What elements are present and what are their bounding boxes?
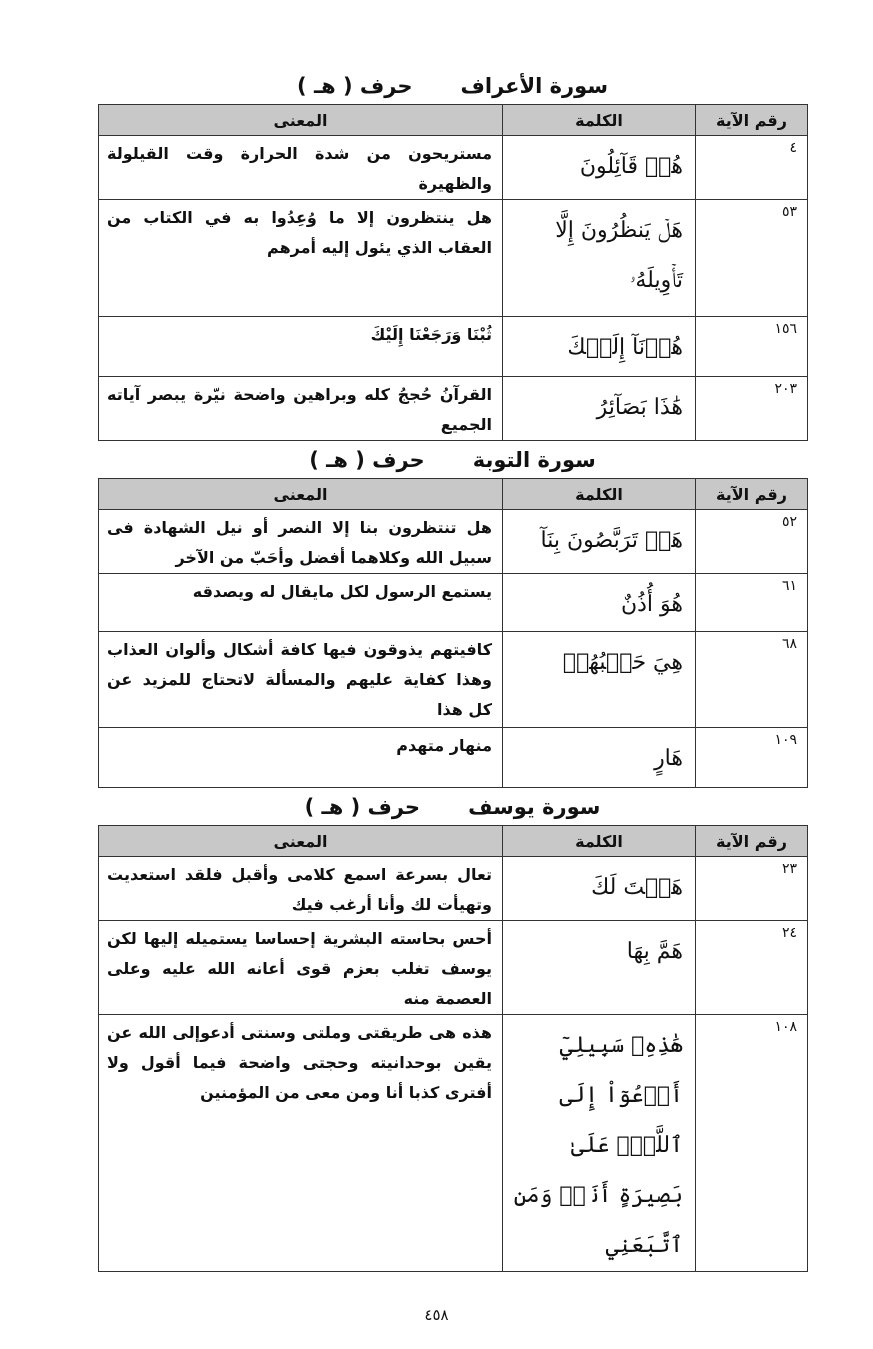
quran-word: هُمۡ قَآئِلُونَ: [503, 136, 696, 200]
header-meaning: المعنى: [99, 479, 503, 510]
quran-word: هُدۡنَآ إِلَيۡكَ: [503, 317, 696, 377]
table-row: [99, 1015, 808, 1272]
header-word: الكلمة: [503, 826, 696, 857]
table-row: [99, 510, 808, 574]
surah-name: سورة يوسف: [468, 795, 601, 819]
verse-number: ٥٣: [696, 200, 808, 317]
section-title-2: [98, 442, 807, 478]
header-word: الكلمة: [503, 479, 696, 510]
header-word: الكلمة: [503, 105, 696, 136]
verse-number: ٢٣: [696, 857, 808, 921]
word-meaning: القرآنُ حُججُ كله وبراهين واضحة نيّرة يبصر آياته الجميع: [99, 377, 503, 441]
letter-label: حرف ( هـ ): [297, 74, 413, 98]
word-meaning: هل تنتظرون بنا إلا النصر أو نيل الشهادة فى سبيل الله وكلاهما أفضل وأحَبّ من الآخر: [99, 510, 503, 574]
verse-number: ٢٠٣: [696, 377, 808, 441]
quran-word: هَارٍ: [503, 728, 696, 788]
letter-label: حرف ( هـ ): [304, 795, 421, 819]
table-header-row: [99, 479, 808, 510]
table-row: [99, 136, 808, 200]
words-table-2: [98, 478, 808, 788]
table-row: [99, 574, 808, 632]
verse-number: ٦١: [696, 574, 808, 632]
verse-number: ١٥٦: [696, 317, 808, 377]
verse-number: ١٠٨: [696, 1015, 808, 1272]
verse-number: ٦٨: [696, 632, 808, 728]
verse-number: ٥٢: [696, 510, 808, 574]
verse-number: ٢٤: [696, 921, 808, 1015]
quran-word: هَلۡ يَنظُرُونَ إِلَّا تَأۡوِيلَهُۥ: [503, 200, 696, 317]
word-meaning: ثُبْنَا وَرَجَعْنَا إِلَيْكَ: [99, 317, 503, 377]
verse-number: ٤: [696, 136, 808, 200]
word-meaning: منهار متهدم: [99, 728, 503, 788]
word-meaning: كافيتهم يذوقون فيها كافة أشكال وألوان العذاب وهذا كفاية عليهم والمسألة لاتحتاج للمزيد عن كل هذا: [99, 632, 503, 728]
quran-word: هَمَّ بِهَا: [503, 921, 696, 1015]
table-row: [99, 857, 808, 921]
header-num: رقم الآية: [696, 479, 808, 510]
table-header-row: [99, 826, 808, 857]
quran-word: هُوَ أُذُنٌ: [503, 574, 696, 632]
quran-word: هَٰذَا بَصَآئِرُ: [503, 377, 696, 441]
quran-word: هِيَ حَسۡبُهُمۡ: [503, 632, 696, 728]
table-row: [99, 728, 808, 788]
word-meaning: تعال بسرعة اسمع كلامى وأقبل فلقد استعديت وتهيأت لك وأنا أرغب فيك: [99, 857, 503, 921]
section-title-3: [98, 789, 807, 825]
table-header-row: [99, 105, 808, 136]
header-num: رقم الآية: [696, 826, 808, 857]
table-row: [99, 317, 808, 377]
letter-label: حرف ( هـ ): [309, 448, 425, 472]
words-table-3: [98, 825, 808, 1272]
surah-name: سورة التوبة: [472, 448, 596, 472]
quran-word: هَٰذِهِۦ سَبِيلِيٓ أَدۡعُوٓاْ إِلَى ٱللَّهِۚ عَلَىٰ بَصِيرَةٍ أَنَا۠ وَمَنِ ٱتَّبَعَنِي: [503, 1015, 696, 1272]
verse-number: ١٠٩: [696, 728, 808, 788]
section-title-1: [98, 68, 807, 104]
word-meaning: أحس بحاسته البشرية إحساسا يستميله إليها لكن يوسف تغلب بعزم قوى أعانه الله عليه وعلى العصمة منه: [99, 921, 503, 1015]
table-row: [99, 377, 808, 441]
words-table-1: [98, 104, 808, 441]
surah-name: سورة الأعراف: [460, 74, 608, 98]
header-meaning: المعنى: [99, 105, 503, 136]
header-num: رقم الآية: [696, 105, 808, 136]
word-meaning: يستمع الرسول لكل مايقال له ويصدقه: [99, 574, 503, 632]
table-row: [99, 921, 808, 1015]
table-row: [99, 200, 808, 317]
quran-word: هَيۡتَ لَكَ: [503, 857, 696, 921]
quran-word: هَلۡ تَرَبَّصُونَ بِنَآ: [503, 510, 696, 574]
word-meaning: هل ينتظرون إلا ما وُعِدُوا به في الكتاب من العقاب الذي يئول إليه أمرهم: [99, 200, 503, 317]
word-meaning: مستريحون من شدة الحرارة وقت القيلولة والظهيرة: [99, 136, 503, 200]
page-number: ٤٥٨: [424, 1306, 449, 1324]
header-meaning: المعنى: [99, 826, 503, 857]
table-row: [99, 632, 808, 728]
word-meaning: هذه هى طريقتى وملتى وسنتى أدعوإلى الله عن يقين بوحدانيته وحجتى واضحة فيما أقول ولا أفترى كذبا أنا ومن معى من المؤمنين: [99, 1015, 503, 1272]
